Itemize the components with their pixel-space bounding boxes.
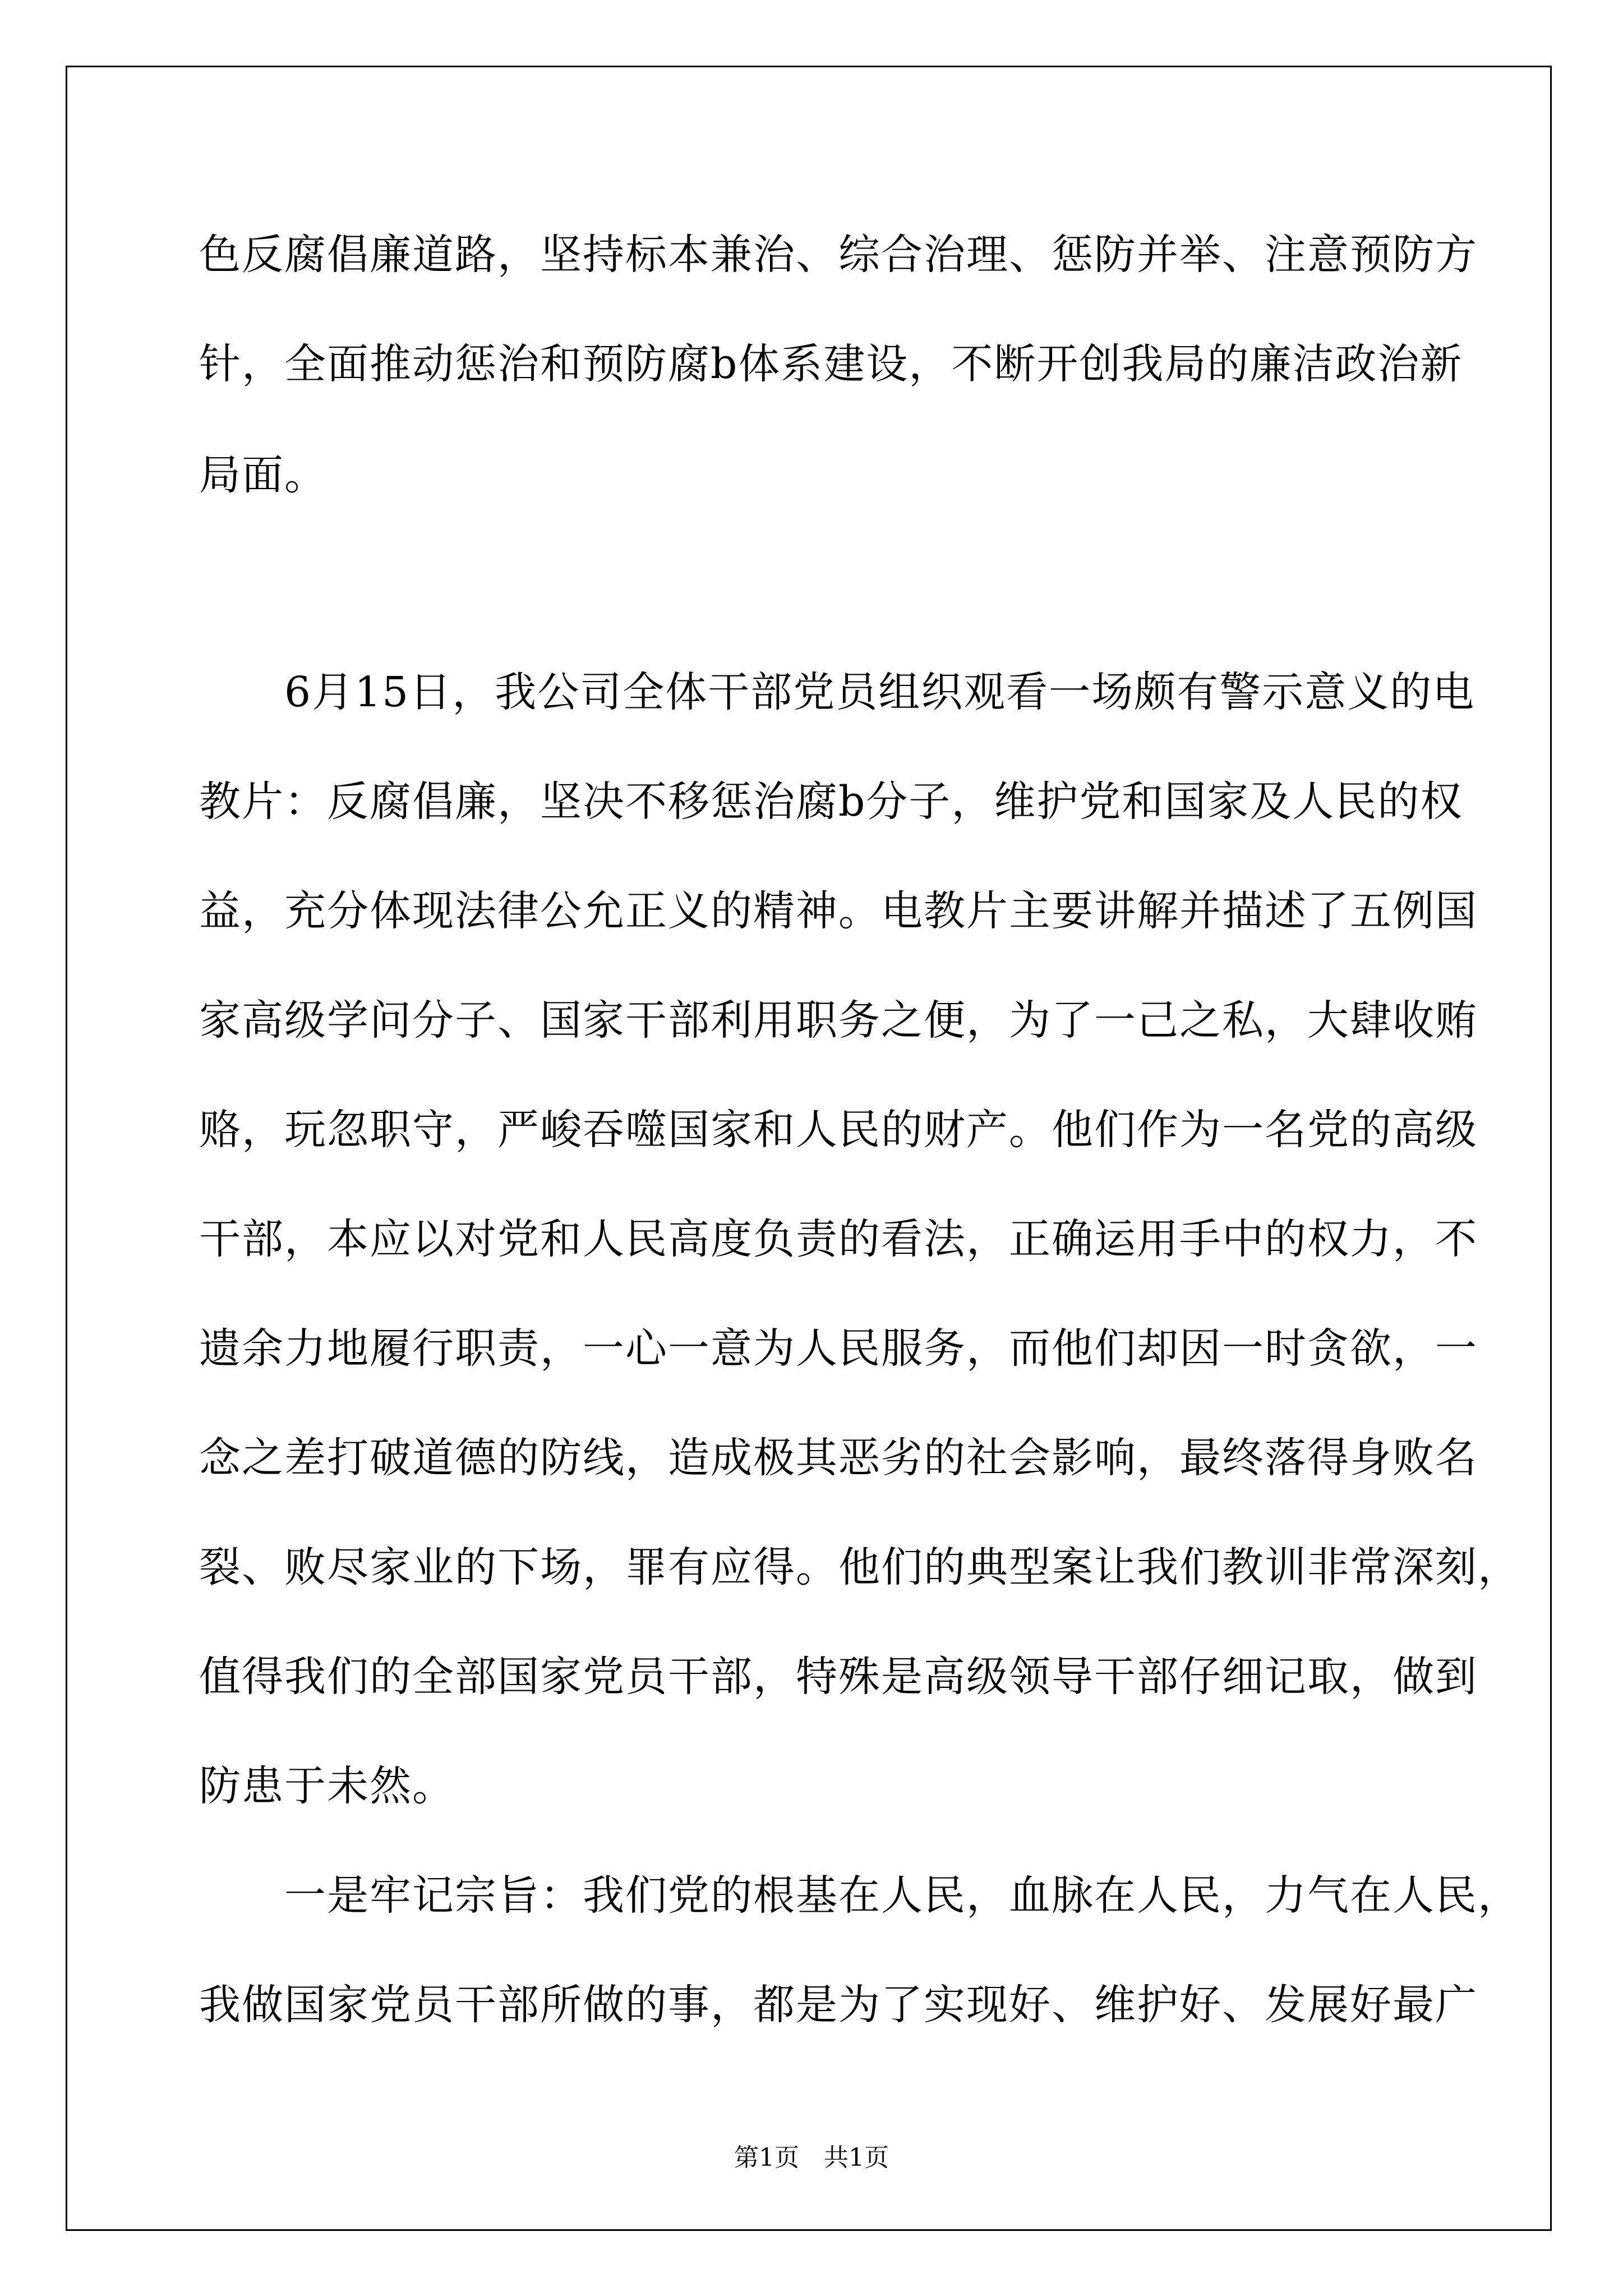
- text-line: 干部，本应以对党和人民高度负责的看法，正确运用手中的权力，不: [199, 1215, 1478, 1263]
- text-line: 家高级学问分子、国家干部利用职务之便，为了一己之私，大肆收贿: [199, 996, 1478, 1045]
- text-line: 值得我们的全部国家党员干部，特殊是高级领导干部仔细记取，做到: [199, 1653, 1478, 1701]
- text-line: 遗余力地履行职责，一心一意为人民服务，而他们却因一时贪欲，一: [199, 1324, 1478, 1373]
- page-footer: 第1页 共1页: [734, 2143, 889, 2172]
- text-line: 色反腐倡廉道路，坚持标本兼治、综合治理、惩防并举、注意预防方: [199, 231, 1478, 279]
- text-line: 念之差打破道德的防线，造成极其恶劣的社会影响，最终落得身败名: [199, 1434, 1478, 1482]
- text-line: 益，充分体现法律公允正义的精神。电教片主要讲解并描述了五例国: [199, 887, 1478, 935]
- text-line: 针，全面推动惩治和预防腐b体系建设，不断开创我局的廉洁政治新: [199, 340, 1463, 388]
- text-line: 6月15日，我公司全体干部党员组织观看一场颇有警示意义的电: [199, 668, 1476, 716]
- text-line: 教片：反腐倡廉，坚决不移惩治腐b分子，维护党和国家及人民的权: [199, 777, 1463, 826]
- text-line: 局面。: [199, 451, 327, 499]
- text-line: 裂、败尽家业的下场，罪有应得。他们的典型案让我们教训非常深刻，: [199, 1543, 1520, 1591]
- text-line: 一是牢记宗旨：我们党的根基在人民，血脉在人民，力气在人民，: [199, 1871, 1520, 1920]
- text-line: 我做国家党员干部所做的事，都是为了实现好、维护好、发展好最广: [199, 1981, 1478, 2029]
- text-line: 赂，玩忽职守，严峻吞噬国家和人民的财产。他们作为一名党的高级: [199, 1106, 1478, 1154]
- text-line: 防患于未然。: [199, 1762, 455, 1810]
